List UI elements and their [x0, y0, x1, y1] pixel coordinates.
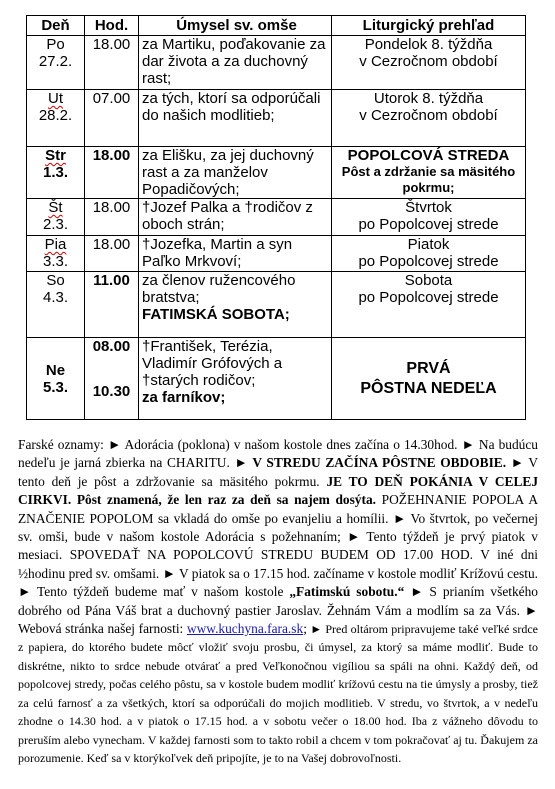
- day-name: Št: [48, 199, 63, 216]
- mass-time: 10.30: [92, 383, 131, 400]
- mass-time: 18.00: [92, 236, 131, 253]
- day-cell: [27, 90, 85, 147]
- header-intention: Úmysel sv. omše: [139, 16, 332, 36]
- table-row: [27, 36, 526, 90]
- mass-time: 08.00: [92, 338, 131, 355]
- liturgy-line: Pondelok 8. týždňa: [364, 36, 493, 53]
- intention-text: za Martiku, poďakovanie za dar života a za duchovný rast;: [142, 36, 326, 87]
- day-date: 5.3.: [42, 378, 69, 396]
- intention-text: †Jozef Palka a †rodičov z oboch strán;: [142, 199, 313, 233]
- day-name: Pia: [44, 236, 67, 253]
- day-date: 28.2.: [38, 107, 73, 124]
- time-cell: [85, 147, 139, 199]
- liturgy-cell: [332, 147, 526, 199]
- liturgy-title: POPOLCOVÁ STREDA: [347, 147, 510, 164]
- table-row: [27, 236, 526, 272]
- header-liturgy: Liturgický prehľad: [332, 16, 526, 36]
- liturgy-line: Sobota: [404, 272, 453, 289]
- day-cell: [27, 338, 85, 420]
- intention-text: za Elišku, za jej duchovný rast a za manželov Popadičových;: [142, 147, 314, 198]
- liturgy-line: po Popolcovej strede: [358, 253, 499, 270]
- liturgy-line: Pôst a zdržanie sa mäsitého pokrmu;: [341, 164, 516, 195]
- liturgy-cell: [332, 36, 526, 90]
- announcements-main: [18, 436, 538, 767]
- time-cell: [85, 36, 139, 90]
- day-date: 3.3.: [42, 253, 69, 270]
- intention-text: †Jozefka, Martin a syn Paľko Mrkvoví;: [142, 236, 293, 270]
- day-date: 4.3.: [42, 289, 69, 306]
- announcements-heart: ► Pred oltárom pripravujeme také veľké srdce z papiera, do ktorého budete môcť vložiť svoju prosbu, či úmysel, za ktorý sa máme modliť. Bude to diskrétne, nikto to srdce nebude otvárať a pred Veľkonočnou vigíliou sa spáli na ohni. Každý deň, od popolcovej stredy, počas celého pôstu, sa v kostole budem modliť krížovú cestu na tie úmysly a prosby, tiež za celú farnosť a za všetkých, ktorí sa odporúčali do mojich modlitieb. V stredu, vo štvrtok, a v nedeľu zhodne o 14.30 hod. a v piatok o 17.15 hod. a v sobotu večer o 18.00 hod. Iba z vážneho dôvodu to preruším alebo vynecham. V každej farnosti som to takto robil a chcem v tom pokračovať aj tu. Ďakujem za porozumenie. Keď sa v ktorýkoľvek deň pripojíte, je to na Vašej dobrovoľnosti.: [18, 622, 538, 765]
- day-name: Ne: [45, 361, 66, 379]
- time-cell: [85, 338, 139, 420]
- intention-highlight: FATIMSKÁ SOBOTA;: [142, 306, 290, 323]
- liturgy-title: PRVÁ: [406, 359, 451, 377]
- announcement-text: ► S prianím všetkého dobrého od Pána Váš brat a duchovný pastier Jaroslav. Žehnám Vám a modlím sa za Vás. ► Webová stránka našej farnosti:: [18, 584, 539, 637]
- liturgy-cell: [332, 236, 526, 272]
- intention-cell: [139, 147, 332, 199]
- day-date: 27.2.: [38, 53, 73, 70]
- intention-text: †František, Terézia, Vladimír Grófových a †starých rodičov;: [142, 338, 283, 389]
- liturgy-cell: [332, 90, 526, 147]
- announcement-emphasis: JE TO DEŇ POKÁNIA V CELEJ CIRKVI. Pôst znamená, že len raz za deň sa najem dosýta.: [18, 473, 539, 508]
- day-name: Ut: [48, 90, 63, 107]
- liturgy-line: v Cezročnom období: [359, 107, 498, 124]
- day-name: So: [46, 272, 65, 289]
- header-day: Deň: [27, 16, 85, 36]
- day-cell: [27, 147, 85, 199]
- announcement-emphasis: V STREDU ZAČÍNA PÔSTNE OBDOBIE.: [252, 455, 507, 471]
- liturgy-line: po Popolcovej strede: [358, 216, 499, 233]
- time-cell: [85, 199, 139, 236]
- liturgy-cell: [332, 199, 526, 236]
- time-cell: [85, 90, 139, 147]
- liturgy-line: Štvrtok: [405, 199, 452, 216]
- day-date: 1.3.: [42, 164, 69, 181]
- intention-text: za tých, ktorí sa odporúčali do našich modlitieb;: [142, 90, 321, 124]
- announcement-text: POŽEHNANIE POPOLA A ZNAČENIE POPOLOM sa vkladá do omše po evanjeliu a homílii. ► Vo štvrtok, po večernej sv. omši, bude v našom kostole Adorácia s požehnaním; ► Tento týždeň je prvý piatok v mesiaci. SPOVEDAŤ NA POPOLCOVÚ STREDU BUDEM OD 17.00 HOD. V iné dni ½hodinu pred sv. omšami. ► V piatok sa o 17.15 hod. začíname v kostole modliť Krížovú cestu. ► Tento týždeň budeme mať v našom kostole: [18, 492, 539, 600]
- intention-text: za členov ružencového bratstva;: [142, 272, 296, 306]
- mass-schedule-table: [26, 15, 526, 420]
- table-row: [27, 90, 526, 147]
- announcement-text: ;: [303, 621, 307, 637]
- parish-website-link[interactable]: www.kuchyna.fara.sk: [186, 621, 304, 637]
- announcement-text: Farské oznamy: ► Adorácia (poklona) v našom kostole dnes začína o 14.30hod. ► Na budúcu nedeľu je jarná zbierka na CHARITU. ►: [18, 437, 538, 471]
- liturgy-title: PÔSTNA NEDEĽA: [360, 379, 497, 397]
- liturgy-line: Piatok: [407, 236, 450, 253]
- table-row: [27, 338, 526, 420]
- intention-cell: [139, 272, 332, 338]
- table-header-row: [27, 16, 526, 36]
- day-cell: [27, 272, 85, 338]
- intention-cell: [139, 199, 332, 236]
- intention-highlight: za farníkov;: [142, 389, 226, 406]
- liturgy-line: v Cezročnom období: [359, 53, 498, 70]
- table-row: [27, 272, 526, 338]
- header-hour: Hod.: [85, 16, 139, 36]
- intention-cell: [139, 236, 332, 272]
- mass-time: 18.00: [92, 147, 131, 164]
- mass-time: 18.00: [92, 199, 131, 216]
- announcement-text: ► V tento deň je pôst a zdržovanie sa mäsitého pokrmu.: [18, 455, 538, 489]
- parish-announcements: [18, 436, 538, 767]
- liturgy-line: Utorok 8. týždňa: [373, 90, 484, 107]
- table-row: [27, 199, 526, 236]
- day-cell: [27, 236, 85, 272]
- day-cell: [27, 199, 85, 236]
- intention-cell: [139, 338, 332, 420]
- mass-time: 18.00: [92, 36, 131, 53]
- day-name: Str: [45, 147, 66, 164]
- table-row: [27, 147, 526, 199]
- mass-time: 07.00: [92, 90, 131, 107]
- announcement-emphasis: „Fatimskú sobotu.“: [289, 584, 405, 600]
- liturgy-cell: [332, 338, 526, 420]
- liturgy-line: po Popolcovej strede: [358, 289, 499, 306]
- intention-cell: [139, 90, 332, 147]
- day-date: 2.3.: [42, 216, 69, 233]
- intention-cell: [139, 36, 332, 90]
- liturgy-cell: [332, 272, 526, 338]
- mass-time: 11.00: [93, 272, 130, 289]
- day-cell: [27, 36, 85, 90]
- time-cell: [85, 272, 139, 338]
- time-cell: [85, 236, 139, 272]
- day-name: Po: [46, 36, 65, 53]
